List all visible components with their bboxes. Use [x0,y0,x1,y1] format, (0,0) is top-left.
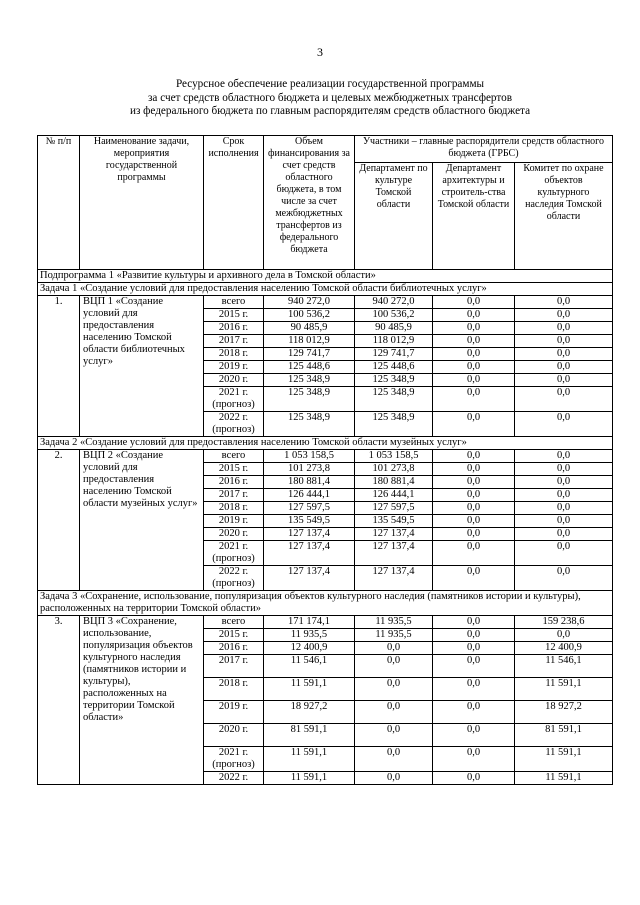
value-total: 11 546,1 [264,655,355,678]
value-c2: 0,0 [433,489,515,502]
value-c1: 135 549,5 [355,515,433,528]
value-c3: 0,0 [515,296,613,309]
document-title [60,78,600,119]
value-c3: 159 238,6 [515,616,613,629]
value-c3: 0,0 [515,566,613,591]
header-term: Срок исполнения [204,136,264,270]
period-cell: 2015 г. [204,629,264,642]
value-c3: 0,0 [515,450,613,463]
value-c1: 180 881,4 [355,476,433,489]
subprogram-row [38,270,613,283]
value-c3: 0,0 [515,374,613,387]
value-c3: 12 400,9 [515,642,613,655]
value-c1: 0,0 [355,701,433,724]
task-title: Задача 1 «Создание условий для предоставления населению Томской области библиотечных услуг» [38,283,613,296]
value-c1: 11 935,5 [355,616,433,629]
period-cell: 2017 г. [204,489,264,502]
value-c2: 0,0 [433,616,515,629]
value-c2: 0,0 [433,747,515,772]
period-cell: 2016 г. [204,476,264,489]
value-c1: 118 012,9 [355,335,433,348]
value-c2: 0,0 [433,502,515,515]
header-row [38,136,613,163]
value-c2: 0,0 [433,450,515,463]
value-c2: 0,0 [433,678,515,701]
task-title: Задача 3 «Сохранение, использование, популяризация объектов культурного наследия (памятников истории и культуры), расположенных на территории Томской области» [38,591,613,616]
value-c2: 0,0 [433,463,515,476]
value-c2: 0,0 [433,541,515,566]
value-c1: 0,0 [355,724,433,747]
activity-name: ВЦП 2 «Создание условий для предоставления населению Томской области музейных услуг» [80,450,204,591]
title-line: Ресурсное обеспечение реализации государственной программы [175,78,485,90]
value-c1: 127 137,4 [355,566,433,591]
value-c1: 940 272,0 [355,296,433,309]
value-c2: 0,0 [433,322,515,335]
task-title-row [38,437,613,450]
period-cell: 2020 г. [204,374,264,387]
value-c2: 0,0 [433,772,515,785]
value-c3: 11 546,1 [515,655,613,678]
value-c1: 125 348,9 [355,387,433,412]
value-total: 125 348,9 [264,412,355,437]
value-c1: 11 935,5 [355,629,433,642]
value-total: 125 348,9 [264,374,355,387]
value-c1: 125 348,9 [355,412,433,437]
value-c3: 11 591,1 [515,747,613,772]
period-cell: 2019 г. [204,515,264,528]
value-c2: 0,0 [433,528,515,541]
value-c3: 0,0 [515,476,613,489]
period-cell: 2020 г. [204,724,264,747]
value-c3: 0,0 [515,463,613,476]
value-total: 126 444,1 [264,489,355,502]
period-cell: 2017 г. [204,335,264,348]
value-c1: 125 448,6 [355,361,433,374]
value-c2: 0,0 [433,348,515,361]
value-c1: 129 741,7 [355,348,433,361]
period-cell: всего [204,296,264,309]
value-c3: 0,0 [515,502,613,515]
value-total: 100 536,2 [264,309,355,322]
value-c2: 0,0 [433,724,515,747]
value-total: 90 485,9 [264,322,355,335]
value-c3: 0,0 [515,515,613,528]
header-participants: Участники – главные распорядители средств областного бюджета (ГРБС) [355,136,613,163]
funding-table [37,135,613,785]
value-total: 18 927,2 [264,701,355,724]
value-c3: 0,0 [515,335,613,348]
value-c2: 0,0 [433,335,515,348]
value-c1: 0,0 [355,642,433,655]
value-c1: 0,0 [355,747,433,772]
row-number: 3. [38,616,80,785]
value-c3: 0,0 [515,489,613,502]
value-c2: 0,0 [433,515,515,528]
value-total: 118 012,9 [264,335,355,348]
header-col2: Департамент архитектуры и строитель-ства Томской области [433,163,515,270]
header-col1: Департамент по культуре Томской области [355,163,433,270]
value-c3: 0,0 [515,387,613,412]
title-line: за счет средств областного бюджета и целевых межбюджетных трансфертов [148,91,512,104]
value-c3: 0,0 [515,361,613,374]
value-c1: 101 273,8 [355,463,433,476]
value-c2: 0,0 [433,701,515,724]
value-c2: 0,0 [433,361,515,374]
value-c3: 11 591,1 [515,772,613,785]
period-cell: 2015 г. [204,309,264,322]
period-cell: всего [204,450,264,463]
period-cell: 2016 г. [204,322,264,335]
period-cell: 2021 г. (прогноз) [204,541,264,566]
header-name: Наименование задачи, мероприятия государственной программы [80,136,204,270]
value-c1: 127 597,5 [355,502,433,515]
task-title-row [38,283,613,296]
value-c3: 0,0 [515,541,613,566]
table-row [38,616,613,629]
activity-name: ВЦП 1 «Создание условий для предоставления населению Томской области библиотечных услуг» [80,296,204,437]
value-c1: 125 348,9 [355,374,433,387]
period-cell: 2020 г. [204,528,264,541]
value-c2: 0,0 [433,655,515,678]
period-cell: 2022 г. (прогноз) [204,412,264,437]
value-total: 127 137,4 [264,566,355,591]
value-c1: 127 137,4 [355,541,433,566]
table-row [38,296,613,309]
header-num: № п/п [38,136,80,270]
value-c1: 0,0 [355,678,433,701]
value-total: 129 741,7 [264,348,355,361]
value-total: 940 272,0 [264,296,355,309]
value-c2: 0,0 [433,387,515,412]
value-total: 11 591,1 [264,747,355,772]
value-total: 101 273,8 [264,463,355,476]
value-total: 11 591,1 [264,772,355,785]
subprogram-title: Подпрограмма 1 «Развитие культуры и архивного дела в Томской области» [38,270,613,283]
value-total: 171 174,1 [264,616,355,629]
period-cell: 2015 г. [204,463,264,476]
value-c3: 0,0 [515,309,613,322]
value-c3: 0,0 [515,348,613,361]
value-c2: 0,0 [433,412,515,437]
value-c3: 18 927,2 [515,701,613,724]
period-cell: 2019 г. [204,701,264,724]
row-number: 1. [38,296,80,437]
task-title: Задача 2 «Создание условий для предоставления населению Томской области музейных услуг» [38,437,613,450]
period-cell: 2022 г. (прогноз) [204,566,264,591]
task-title-row [38,591,613,616]
period-cell: 2021 г. (прогноз) [204,387,264,412]
value-c1: 90 485,9 [355,322,433,335]
value-c1: 0,0 [355,655,433,678]
period-cell: всего [204,616,264,629]
value-total: 125 348,9 [264,387,355,412]
period-cell: 2016 г. [204,642,264,655]
value-c3: 0,0 [515,412,613,437]
value-total: 81 591,1 [264,724,355,747]
value-c2: 0,0 [433,374,515,387]
period-cell: 2018 г. [204,348,264,361]
period-cell: 2019 г. [204,361,264,374]
header-col3: Комитет по охране объектов культурного наследия Томской области [515,163,613,270]
value-total: 127 137,4 [264,541,355,566]
value-c2: 0,0 [433,642,515,655]
value-total: 127 597,5 [264,502,355,515]
period-cell: 2017 г. [204,655,264,678]
value-c1: 127 137,4 [355,528,433,541]
value-c2: 0,0 [433,309,515,322]
value-c3: 0,0 [515,322,613,335]
value-total: 125 448,6 [264,361,355,374]
value-total: 127 137,4 [264,528,355,541]
value-c1: 1 053 158,5 [355,450,433,463]
value-c2: 0,0 [433,476,515,489]
value-c1: 126 444,1 [355,489,433,502]
value-total: 135 549,5 [264,515,355,528]
period-cell: 2018 г. [204,678,264,701]
value-c2: 0,0 [433,629,515,642]
row-number: 2. [38,450,80,591]
value-total: 1 053 158,5 [264,450,355,463]
value-total: 11 591,1 [264,678,355,701]
value-c1: 0,0 [355,772,433,785]
table-row [38,450,613,463]
value-total: 180 881,4 [264,476,355,489]
value-total: 12 400,9 [264,642,355,655]
activity-name: ВЦП 3 «Сохранение, использование, популяризация объектов культурного наследия (памятников истории и культуры), расположенных на территории Томской области» [80,616,204,785]
value-c3: 0,0 [515,528,613,541]
value-c3: 11 591,1 [515,678,613,701]
period-cell: 2018 г. [204,502,264,515]
header-volume: Объем финансирования за счет средств областного бюджета, в том числе за счет межбюджетных трансфертов из федерального бюджета [264,136,355,270]
value-c1: 100 536,2 [355,309,433,322]
page-number: 3 [317,45,323,59]
title-line: из федерального бюджета по главным распорядителям средств областного бюджета [129,105,531,117]
period-cell: 2022 г. [204,772,264,785]
value-c3: 81 591,1 [515,724,613,747]
period-cell: 2021 г. (прогноз) [204,747,264,772]
value-c3: 0,0 [515,629,613,642]
value-c2: 0,0 [433,566,515,591]
value-total: 11 935,5 [264,629,355,642]
value-c2: 0,0 [433,296,515,309]
